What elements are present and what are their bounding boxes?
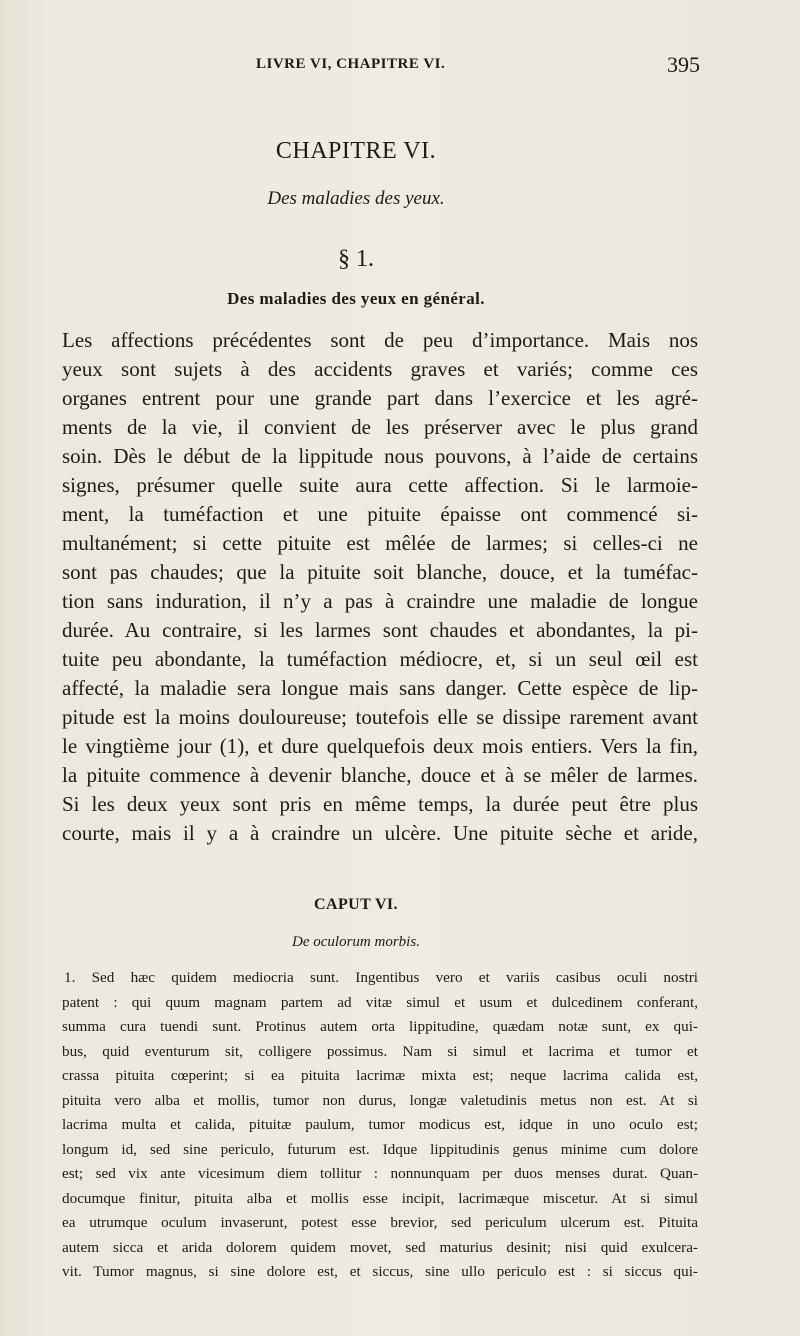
footnote-line: vit. Tumor magnus, si sine dolore est, et siccus, sine ullo periculo est : si siccus qui- bbox=[62, 1263, 698, 1280]
main-text bbox=[62, 326, 698, 848]
main-text-line: le vingtième jour (1), et dure quelquefois deux mois entiers. Vers la fin, bbox=[62, 734, 698, 758]
main-text-line: sont pas chaudes; que la pituite soit blanche, douce, et la tuméfac- bbox=[62, 560, 698, 584]
section-title: Des maladies des yeux en général. bbox=[227, 289, 485, 308]
main-text-line: courte, mais il y a à craindre un ulcère. Une pituite sèche et aride, bbox=[62, 821, 698, 845]
main-text-line: pitude est la moins douloureuse; toutefois elle se dissipe rarement avant bbox=[62, 705, 698, 729]
footnote-line: ea utrumque oculum invaserunt, potest esse brevior, sed periculum ulcerum est. Pituita bbox=[62, 1214, 698, 1231]
main-text-line: tion sans induration, il n’y a pas à craindre une maladie de longue bbox=[62, 589, 698, 613]
footnote-line: patent : qui quum magnam partem ad vitæ simul et usum et dulcedinem conferant, bbox=[62, 993, 698, 1011]
main-text-line: ment, la tuméfaction et une pituite épaisse ont commencé si- bbox=[62, 502, 698, 526]
footnote-line: autem sicca et arida dolorem quidem movet, sed maturius desinit; nisi quid exulcera- bbox=[62, 1238, 698, 1256]
footnote-line: summa cura tuendi sunt. Protinus autem orta lippitudine, quædam notæ sunt, ex qui- bbox=[62, 1018, 698, 1035]
footnote-line: pituita vero alba et mollis, tumor non durus, longæ valetudinis metus non est. At si bbox=[62, 1091, 698, 1109]
main-text-line: Si les deux yeux sont pris en même temps, la durée peut être plus bbox=[62, 792, 698, 816]
main-text-line: la pituite commence à devenir blanche, douce et à se mêler de larmes. bbox=[62, 763, 698, 787]
main-text-line: yeux sont sujets à des accidents graves et variés; comme ces bbox=[62, 357, 698, 381]
main-text-line: ments de la vie, il convient de les préserver avec le plus grand bbox=[62, 415, 698, 439]
latin-footnote bbox=[62, 966, 698, 1285]
footnote-line: documque finitur, pituita alba et mollis esse incipit, lacrimæque miscetur. At si simul bbox=[62, 1189, 698, 1207]
page-header bbox=[60, 52, 700, 82]
footnote-line: lacrima multa et calida, pituitæ paulum, tumor modicus est, idque in uno oculo est; bbox=[62, 1116, 698, 1133]
main-text-line: tuite peu abondante, la tuméfaction médiocre, et, si un seul œil est bbox=[62, 647, 698, 671]
main-text-line: multanément; si cette pituite est mêlée de larmes; si celles-ci ne bbox=[62, 531, 698, 555]
main-text-line: Les affections précédentes sont de peu d’importance. Mais nos bbox=[62, 328, 698, 352]
page-number: 395 bbox=[667, 52, 700, 77]
main-text-line: soin. Dès le début de la lippitude nous pouvons, à l’aide de certains bbox=[62, 444, 698, 468]
main-text-line: organes entrent pour une grande part dans l’exercice et les agré- bbox=[62, 386, 698, 410]
chapter-title: CHAPITRE VI. bbox=[275, 138, 437, 164]
chapter-subtitle: Des maladies des yeux. bbox=[267, 188, 445, 209]
footnote-line: 1. Sed hæc quidem mediocria sunt. Ingentibus vero et variis casibus oculi nostri bbox=[64, 969, 698, 986]
latin-chapter-title: CAPUT VI. bbox=[314, 896, 398, 913]
footnote-line: est; sed vix ante vicesimum diem tollitur : nonnunquam per duos menses durat. Quan- bbox=[62, 1165, 698, 1182]
footnote-line: longum id, sed sine periculo, futurum est. Idque lippitudinis genus minime cum dolore bbox=[62, 1140, 698, 1158]
main-text-line: durée. Au contraire, si les larmes sont chaudes et abondantes, la pi- bbox=[62, 618, 698, 642]
running-head: LIVRE VI, CHAPITRE VI. bbox=[256, 56, 446, 72]
section-number: § 1. bbox=[338, 246, 374, 272]
latin-chapter-subtitle: De oculorum morbis. bbox=[292, 934, 420, 950]
main-text-line: signes, présumer quelle suite aura cette affection. Si le larmoie- bbox=[62, 473, 698, 497]
footnote-line: crassa pituita cœperint; si ea pituita lacrimæ mixta est; neque lacrima calida est, bbox=[62, 1067, 698, 1084]
footnote-line: bus, quid eventurum sit, colligere possimus. Nam si simul et lacrima et tumor et bbox=[62, 1042, 698, 1060]
main-text-line: affecté, la maladie sera longue mais sans danger. Cette espèce de lip- bbox=[62, 676, 698, 700]
